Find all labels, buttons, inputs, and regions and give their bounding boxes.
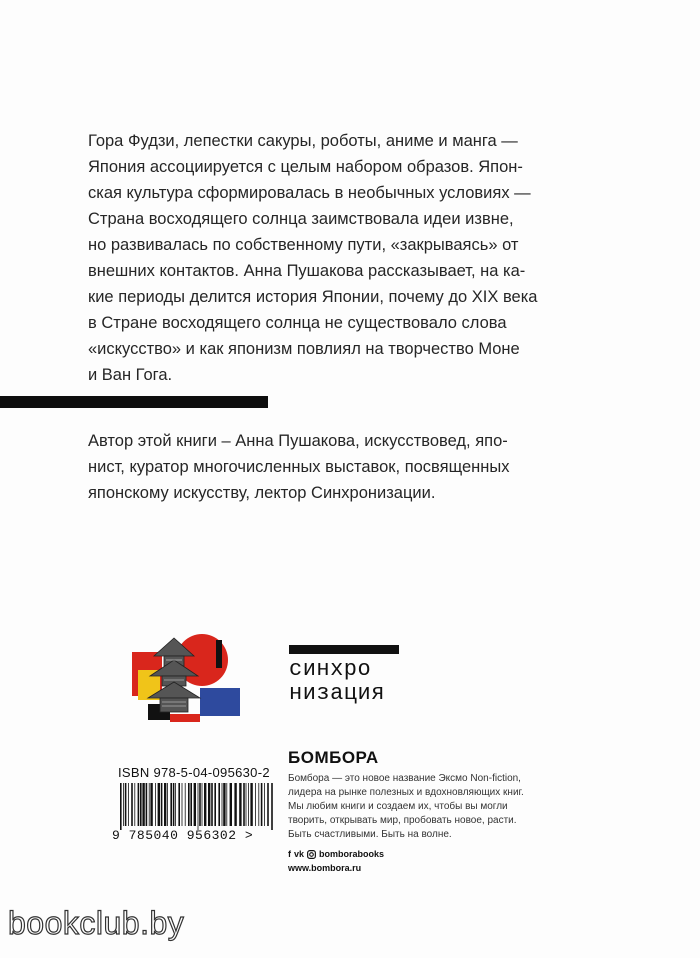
publisher-description — [288, 772, 588, 842]
bio-line: Автор этой книги – Анна Пушакова, искусствовед, япо- — [88, 432, 508, 450]
description-line: «искусство» и как японизм повлиял на творчество Моне — [88, 340, 520, 358]
description-line: но развивалась по собственному пути, «закрываясь» от — [88, 236, 519, 254]
social-handle[interactable]: bomborabooks — [319, 849, 385, 859]
publisher-desc-line: лидера на рынке полезных и вдохновляющих книг. — [288, 787, 524, 798]
author-bio — [88, 428, 612, 506]
publisher-desc-line: творить, открывать мир, пробовать новое, расти. — [288, 815, 517, 826]
publisher-desc-line: Бомбора — это новое название Эксмо Non-fiction, — [288, 773, 521, 784]
bio-line: японскому искусству, лектор Синхронизации. — [88, 484, 436, 502]
divider-bar — [0, 396, 268, 408]
barcode-image — [118, 783, 278, 830]
description-line: кие периоды делится история Японии, почему до XIX века — [88, 288, 538, 306]
description-line: Япония ассоциируется с целым набором образов. Япон- — [88, 158, 523, 176]
series-logo-bar — [289, 645, 399, 654]
pagoda-collage-illustration — [130, 630, 245, 730]
series-line-2: низация — [289, 681, 385, 706]
book-description — [88, 128, 612, 388]
isbn-label: ISBN 978-5-04-095630-2 — [118, 765, 270, 780]
bio-line: нист, куратор многочисленных выставок, посвященных — [88, 458, 510, 476]
series-line-1: синхро — [289, 657, 372, 682]
vk-icon[interactable]: vk — [294, 849, 305, 859]
publisher-name: БОМБОРА — [288, 748, 379, 767]
description-line: ская культура сформировалась в необычных условиях — — [88, 184, 531, 202]
series-logo — [289, 658, 385, 706]
description-line: Страна восходящего солнца заимствовала идеи извне, — [88, 210, 514, 228]
facebook-icon[interactable]: f — [288, 849, 291, 859]
description-line: в Стране восходящего солнца не существовало слова — [88, 314, 507, 332]
publisher-desc-line: Мы любим книги и создаем их, чтобы вы могли — [288, 801, 508, 812]
publisher-desc-line: Быть счастливыми. Быть на волне. — [288, 829, 452, 840]
publisher-website[interactable]: www.bombora.ru — [288, 863, 362, 873]
social-links — [288, 849, 384, 859]
instagram-icon[interactable] — [307, 850, 316, 859]
barcode-digits: 9 785040 956302 > — [112, 828, 254, 843]
watermark-text: bookclub.by — [8, 905, 185, 941]
description-line: Гора Фудзи, лепестки сакуры, роботы, аниме и манга — — [88, 132, 518, 150]
description-line: внешних контактов. Анна Пушакова рассказывает, на ка- — [88, 262, 526, 280]
description-line: и Ван Гога. — [88, 366, 173, 384]
